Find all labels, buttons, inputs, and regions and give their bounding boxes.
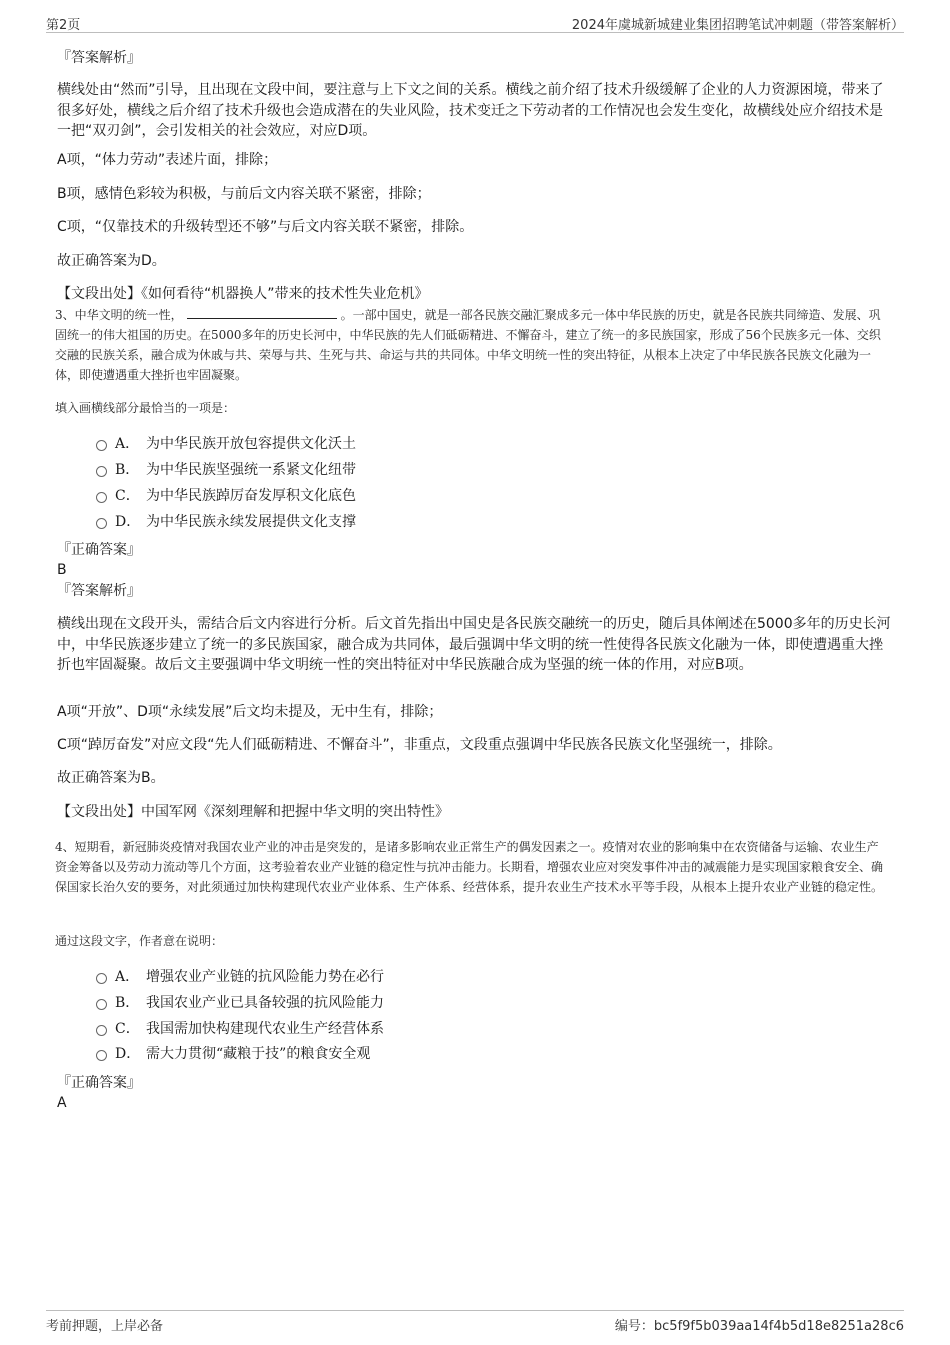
option-letter: B． (115, 462, 140, 478)
option-text: 增强农业产业链的抗风险能力势在必行 (146, 969, 384, 985)
radio-button[interactable] (96, 999, 107, 1010)
q3-answer-label: 『正确答案』 (57, 542, 141, 558)
q3-stem-pre: 3、中华文明的统一性， (55, 308, 183, 322)
document-title: 2024年虞城新城建业集团招聘笔试冲刺题（带答案解析） (571, 18, 904, 33)
option-text: 我国需加快构建现代农业生产经营体系 (146, 1021, 384, 1037)
option-letter: D． (115, 1046, 141, 1062)
q2-source: 【文段出处】《如何看待“机器换人”带来的技术性失业危机》 (57, 286, 429, 302)
option-text: 为中华民族永续发展提供文化支撑 (146, 514, 356, 530)
q2-conclusion: 故正确答案为D。 (57, 253, 166, 269)
q2-analysis-text: 横线处由“然而”引导，且出现在文段中间，要注意与上下文之间的关系。横线之前介绍了技术升级缓解了企业的人力资源困境，带来了很多好处，横线之后介绍了技术升级也会造成潜在的失业风险，技术变迁之下劳动者的工作情况也会发生变化，故横线处应介绍技术是一把“双刃剑”，会引发相关的社会效应，对应D项。 (57, 82, 884, 139)
q2-option-c-note: C项，“仅靠技术的升级转型还不够”与后文内容关联不紧密，排除。 (57, 219, 474, 235)
q3-stem (55, 305, 890, 385)
q3-stem-post: 。一部中国史，就是一部各民族交融汇聚成多元一体中华民族的历史，就是各民族共同缔造、发展、巩固统一的伟大祖国的历史。在5000多年的历史长河中，中华民族的先人们砥砺精进、不懈奋斗，建立了统一的多民族国家，形成了56个民族多元一体、交织交融的民族关系，融合成为休戚与共、荣辱与共、生死与共、命运与共的共同体。中华文明统一性的突出特征，从根本上决定了中华民族各民族文化融为一体，即使遭遇重大挫折也牢固凝聚。 (55, 308, 881, 382)
page-header (46, 8, 904, 33)
option-letter: B． (115, 995, 140, 1011)
q3-option-ad-note: A项“开放”、D项“永续发展”后文均未提及，无中生有，排除； (57, 704, 443, 720)
q2-option-a-note: A项，“体力劳动”表述片面，排除； (57, 152, 278, 168)
q4-stem: 4、短期看，新冠肺炎疫情对我国农业产业的冲击是突发的，是诸多影响农业正常生产的偶发因素之一。疫情对农业的影响集中在农资储备与运输、农业生产资金筹备以及劳动力流动等几个方面，这考验着农业产业链的稳定性与抗冲击能力。长期看，增强农业应对突发事件冲击的减震能力是实现国家粮食安全、确保国家长治久安的要务，对此须通过加快构建现代农业产业体系、生产体系、经营体系，提升农业生产技术水平等手段，从根本上提升农业产业链的稳定性。 (55, 840, 884, 894)
q4-prompt: 通过这段文字，作者意在说明： (55, 934, 224, 948)
q3-answer: B (57, 562, 67, 578)
radio-button[interactable] (96, 466, 107, 477)
option-letter: A． (115, 436, 140, 452)
document-id: 编号：bc5f9f5b039aa14f4b5d18e8251a28c6 (614, 1319, 904, 1334)
radio-button[interactable] (96, 1050, 107, 1061)
option-text: 为中华民族坚强统一系紧文化纽带 (146, 462, 356, 478)
q4-answer: A (57, 1095, 67, 1111)
q2-analysis-label: 『答案解析』 (57, 50, 141, 66)
option-text: 我国农业产业已具备较强的抗风险能力 (146, 995, 384, 1011)
option-letter: A． (115, 969, 140, 985)
page-footer (46, 1310, 904, 1337)
page-number: 第2页 (46, 18, 81, 33)
radio-button[interactable] (96, 973, 107, 984)
option-text: 需大力贯彻“藏粮于技”的粮食安全观 (146, 1046, 371, 1062)
q3-option-c-note: C项“踔厉奋发”对应文段“先人们砥砺精进、不懈奋斗”，非重点，文段重点强调中华民族各民族文化坚强统一，排除。 (57, 737, 782, 753)
q3-analysis-text: 横线出现在文段开头，需结合后文内容进行分析。后文首先指出中国史是各民族交融统一的历史，随后具体阐述在5000多年的历史长河中，中华民族逐步建立了统一的多民族国家，融合成为共同体，最后强调中华文明的统一性使得各民族文化融为一体，即使遭遇重大挫折也牢固凝聚。故后文主要强调中华文明统一性的突出特征对中华民族融合成为坚强的统一体的作用，对应B项。 (57, 616, 891, 673)
radio-button[interactable] (96, 440, 107, 451)
radio-button[interactable] (96, 518, 107, 529)
option-letter: C． (115, 488, 140, 504)
answer-blank (187, 306, 337, 319)
option-letter: C． (115, 1021, 140, 1037)
q3-conclusion: 故正确答案为B。 (57, 770, 165, 786)
option-letter: D． (115, 514, 141, 530)
q2-option-b-note: B项，感情色彩较为积极，与前后文内容关联不紧密，排除； (57, 186, 431, 202)
q3-analysis-label: 『答案解析』 (57, 583, 141, 599)
q3-source: 【文段出处】中国军网《深刻理解和把握中华文明的突出特性》 (57, 804, 449, 820)
option-text: 为中华民族开放包容提供文化沃土 (146, 436, 356, 452)
q3-prompt: 填入画横线部分最恰当的一项是： (55, 401, 236, 415)
radio-button[interactable] (96, 492, 107, 503)
radio-button[interactable] (96, 1025, 107, 1036)
q4-answer-label: 『正确答案』 (57, 1075, 141, 1091)
footer-slogan: 考前押题，上岸必备 (46, 1319, 164, 1334)
option-text: 为中华民族踔厉奋发厚积文化底色 (146, 488, 356, 504)
